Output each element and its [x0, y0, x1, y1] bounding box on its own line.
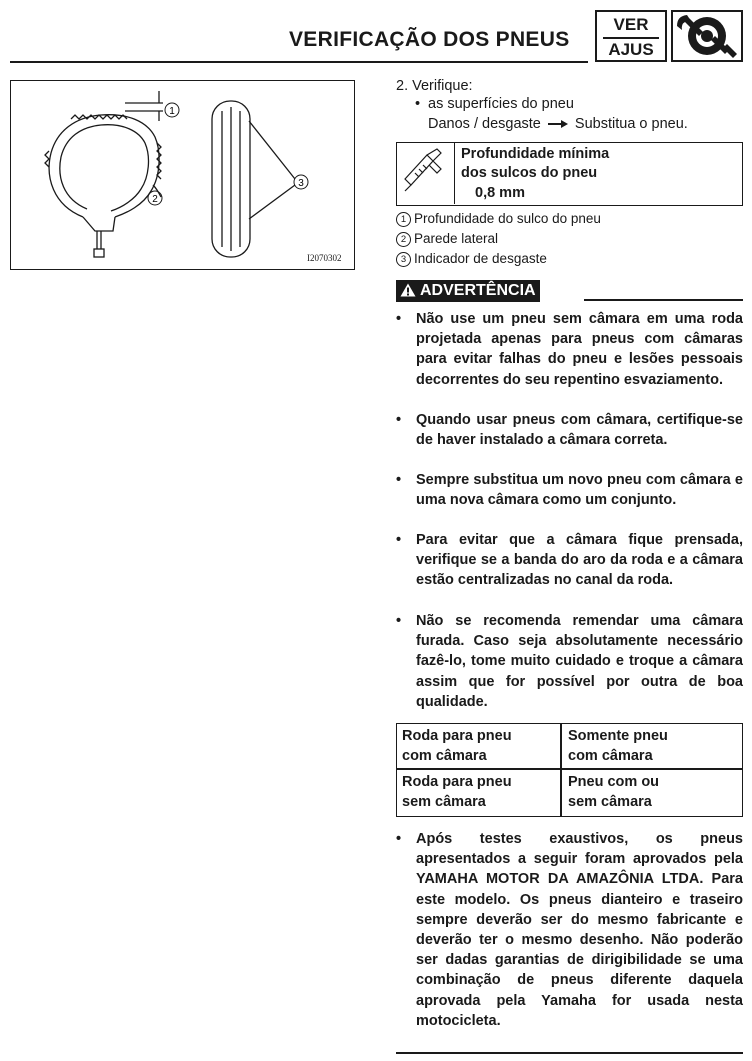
- spec-label-1: Profundidade mínima: [461, 146, 610, 162]
- tire-cross-section: [45, 91, 163, 257]
- callout-2: 2: [152, 194, 158, 205]
- legend-text: Profundidade do sulco do pneu: [414, 211, 601, 226]
- legend-text: Parede lateral: [414, 231, 499, 246]
- table-cell-line: Somente pneu: [568, 728, 668, 744]
- legend-number: 1: [396, 212, 411, 227]
- table-cell: [568, 726, 668, 766]
- warning-item-text: Não use um pneu sem câmara em uma roda projetada apenas para pneus com câmaras para evitar falhas do pneu e lesões pessoais decorrentes do seu repentino esvaziamento.: [416, 311, 743, 388]
- legend-number: 3: [396, 252, 411, 267]
- tire-compat-table: [396, 723, 743, 817]
- warning-rule: [584, 299, 743, 301]
- warning-item-text: Sempre substitua um novo pneu com câmara e uma nova câmara como um conjunto.: [416, 472, 743, 509]
- warning-triangle-icon: [400, 283, 416, 297]
- warning-item-text: Não se recomenda remendar uma câmara furada. Caso seja absolutamente necessário fazê-lo, tome muito cuidado e troque a câmara assim que for possível por outra de boa qualidade.: [416, 613, 743, 710]
- bullet-dot: •: [396, 472, 402, 488]
- legend-item: [396, 251, 547, 267]
- table-divider: [560, 724, 562, 816]
- spec-value: 0,8 mm: [475, 185, 525, 201]
- warning-item-text: Quando usar pneus com câmara, certifique-se de haver instalado a câmara correta.: [416, 412, 743, 449]
- badge-line2: AJUS: [608, 40, 654, 59]
- step-bullet-text: as superfícies do pneu: [428, 96, 574, 112]
- step-text: 2. Verifique:: [396, 78, 473, 94]
- badge-line1: VER: [613, 15, 649, 34]
- bottom-rule: [396, 1052, 743, 1054]
- table-divider: [397, 768, 742, 770]
- warning-label: [396, 280, 540, 302]
- table-cell-line: Roda para pneu: [402, 728, 512, 744]
- note-text: Após testes exaustivos, os pneus apresentados a seguir foram aprovados pela YAMAHA MOTOR DA AMAZÔNIA LTDA. Para este modelo. Os pneus dianteiro e traseiro sempre deverão ser do mesmo fabricante e deverão ter o mesmo desenho. Não poderão ser dadas garantias de dirigibilidade se uma combinação de pneus diferente daquela aprovada pela Yamaha for usada nesta motocicleta.: [416, 831, 743, 1029]
- bullet-dot: •: [396, 412, 402, 428]
- table-cell-line: com câmara: [402, 748, 487, 764]
- callout-3: 3: [298, 178, 304, 189]
- wrench-tire-icon: [671, 10, 743, 62]
- bullet-dot: •: [396, 532, 402, 548]
- figure-code: I2070302: [307, 253, 342, 263]
- badge-separator: [603, 37, 659, 39]
- tire-figure: [10, 80, 355, 270]
- table-cell: [568, 772, 659, 812]
- legend-number: 2: [396, 232, 411, 247]
- bullet-dot: •: [396, 311, 402, 327]
- warning-label-text: ADVERTÊNCIA: [420, 282, 536, 299]
- spec-label-2: dos sulcos do pneu: [461, 165, 598, 181]
- table-cell: [402, 726, 512, 766]
- bullet-dot: •: [396, 831, 402, 847]
- table-cell-line: Roda para pneu: [402, 774, 512, 790]
- table-cell-line: Pneu com ou: [568, 774, 660, 790]
- result-left: Danos / desgaste: [428, 116, 541, 132]
- table-cell-line: com câmara: [568, 748, 653, 764]
- legend-item: [396, 231, 498, 247]
- step-result: [428, 116, 688, 132]
- spec-box: [396, 142, 743, 206]
- callout-1: 1: [169, 106, 175, 117]
- table-cell-line: sem câmara: [402, 794, 486, 810]
- header-rule: [10, 61, 588, 63]
- page-title: VERIFICAÇÃO DOS PNEUS: [289, 28, 570, 51]
- tire-tread-view: [212, 101, 295, 257]
- bullet-dot: •: [415, 96, 421, 112]
- caliper-gauge-icon: [397, 143, 455, 204]
- section-badge: [595, 10, 667, 62]
- arrow-right-icon: [547, 119, 569, 129]
- result-right: Substitua o pneu.: [574, 116, 688, 132]
- legend-item: [396, 211, 601, 227]
- legend-text: Indicador de desgaste: [414, 251, 547, 266]
- bullet-dot: •: [396, 613, 402, 629]
- table-cell: [402, 772, 512, 812]
- table-cell-line: sem câmara: [568, 794, 652, 810]
- warning-item-text: Para evitar que a câmara fique prensada, verifique se a banda do aro da roda e a câmara estão centralizadas no canal da roda.: [416, 532, 743, 589]
